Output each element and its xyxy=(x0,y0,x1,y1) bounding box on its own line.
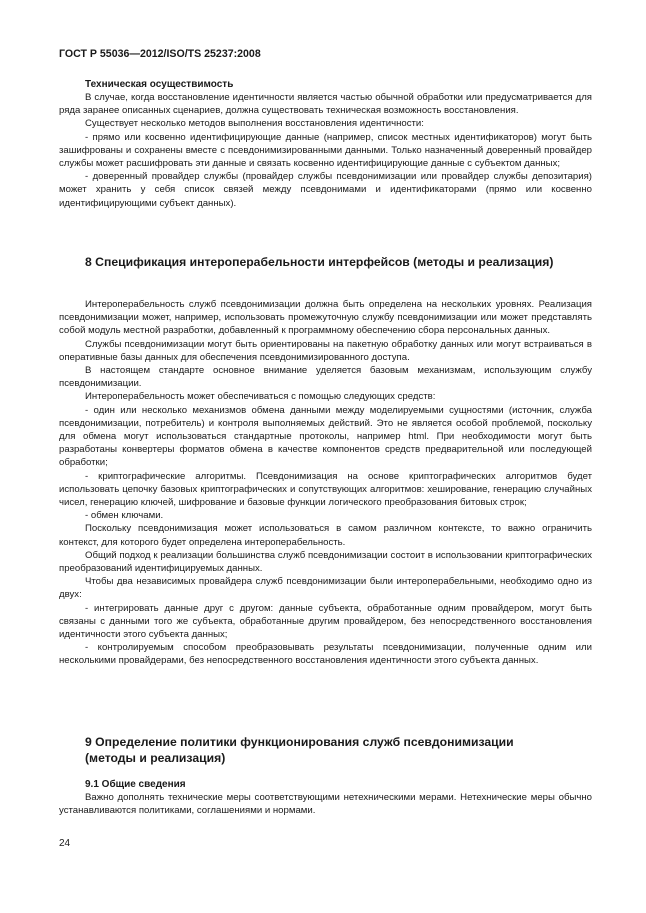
list-item: - доверенный провайдер службы (провайдер службы псевдонимизации или провайдер службы депозитария) может хранить у себя список связей между псевдонимами и идентификаторами (прямо или косвенно идентифицирующими субъект данных). xyxy=(59,171,592,209)
page-number: 24 xyxy=(59,838,71,849)
paragraph: Поскольку псевдонимизация может использоваться в самом различном контексте, то важно ограничить контекст, для которого будет определена интероперабельность. xyxy=(59,523,592,548)
paragraph: Интероперабельность служб псевдонимизации должна быть определена на нескольких уровнях. Реализация псевдонимизации может, например, использовать промежуточную службу псевдонимизации или может представлять собой модуль местной разработки, добавленный к программному обеспечению сбора персональных данных. xyxy=(59,299,592,337)
list-item: - интегрировать данные друг с другом: данные субъекта, обработанные одним провайдером, могут быть связаны с данными того же субъекта, обработанные другим провайдером, без непосредственного восстановления идентичности этого субъекта данных; xyxy=(59,602,592,641)
section-9-heading: 9 Определение политики функционирования служб псевдонимизации (методы и реализация) xyxy=(85,735,514,765)
paragraph: Чтобы два независимых провайдера служб псевдонимизации были интероперабельными, необходимо одно из двух: xyxy=(59,576,592,601)
list-item: - криптографические алгоритмы. Псевдонимизация на основе криптографических алгоритмов будет использовать цепочку базовых криптографических и сопутствующих алгоритмов: хеширование, генерацию случайных чисел, генерацию ключей, шифрование и базовые функции логического преобразования битовых строк; xyxy=(59,470,592,509)
paragraph: Общий подход к реализации большинства служб псевдонимизации состоит в использовании криптографических преобразований идентифицируемых данных. xyxy=(59,549,592,575)
list-item: - обмен ключами. xyxy=(85,510,164,522)
standard-header: ГОСТ Р 55036—2012/ISO/TS 25237:2008 xyxy=(59,48,261,60)
section-8-heading: 8 Спецификация интероперабельности интерфейсов (методы и реализация) xyxy=(85,255,554,269)
subsection-heading: 9.1 Общие сведения xyxy=(85,779,186,790)
subsection-heading: Техническая осуществимость xyxy=(85,79,234,90)
paragraph: В случае, когда восстановление идентичности является частью обычной обработки или предусматривается для ряда заранее описанных сценариев, должна существовать техническая возможность восстановления. xyxy=(59,92,592,117)
paragraph: Службы псевдонимизации могут быть ориентированы на пакетную обработку данных или могут встраиваться в оперативные базы данных для обеспечения псевдонимизированного доступа. xyxy=(59,338,592,363)
list-item: - один или несколько механизмов обмена данными между моделируемыми сущностями (источник, служба псевдонимизации, потребитель) и контроля выполняемых действий. Это не является особой проблемой, поскольку для обмена могут использоваться стандартные протоколы, например html. При необходимости могут быть разработаны конвертеры форматов обмена в качестве компонентов средств предварительной или последующей обработки; xyxy=(59,404,592,469)
list-item: - контролируемым способом преобразовывать результаты псевдонимизации, полученные одним или несколькими провайдерами, без непосредственного восстановления идентичности этого субъекта данных. xyxy=(59,642,592,667)
paragraph: Важно дополнять технические меры соответствующими нетехническими мерами. Нетехнические меры обычно устанавливаются политиками, соглашениями и нормами. xyxy=(59,792,592,817)
paragraph: Существует несколько методов выполнения восстановления идентичности: xyxy=(85,118,424,130)
paragraph: В настоящем стандарте основное внимание уделяется базовым механизмам, использующим службу псевдонимизации. xyxy=(59,365,592,390)
section-9-1 xyxy=(59,778,592,817)
list-item: - прямо или косвенно идентифицирующие данные (например, список местных идентификаторов) могут быть зашифрованы и сохранены вместе с псевдонимизированными данными. Только назначенный доверенный провайдер службы может расшифровать эти данные и связать косвенно идентифицирующие данные с субъектом данных; xyxy=(59,131,592,170)
paragraph: Интероперабельность может обеспечиваться с помощью следующих средств: xyxy=(85,391,436,403)
section-technical-feasibility xyxy=(59,78,592,210)
section-8-body xyxy=(59,298,592,668)
